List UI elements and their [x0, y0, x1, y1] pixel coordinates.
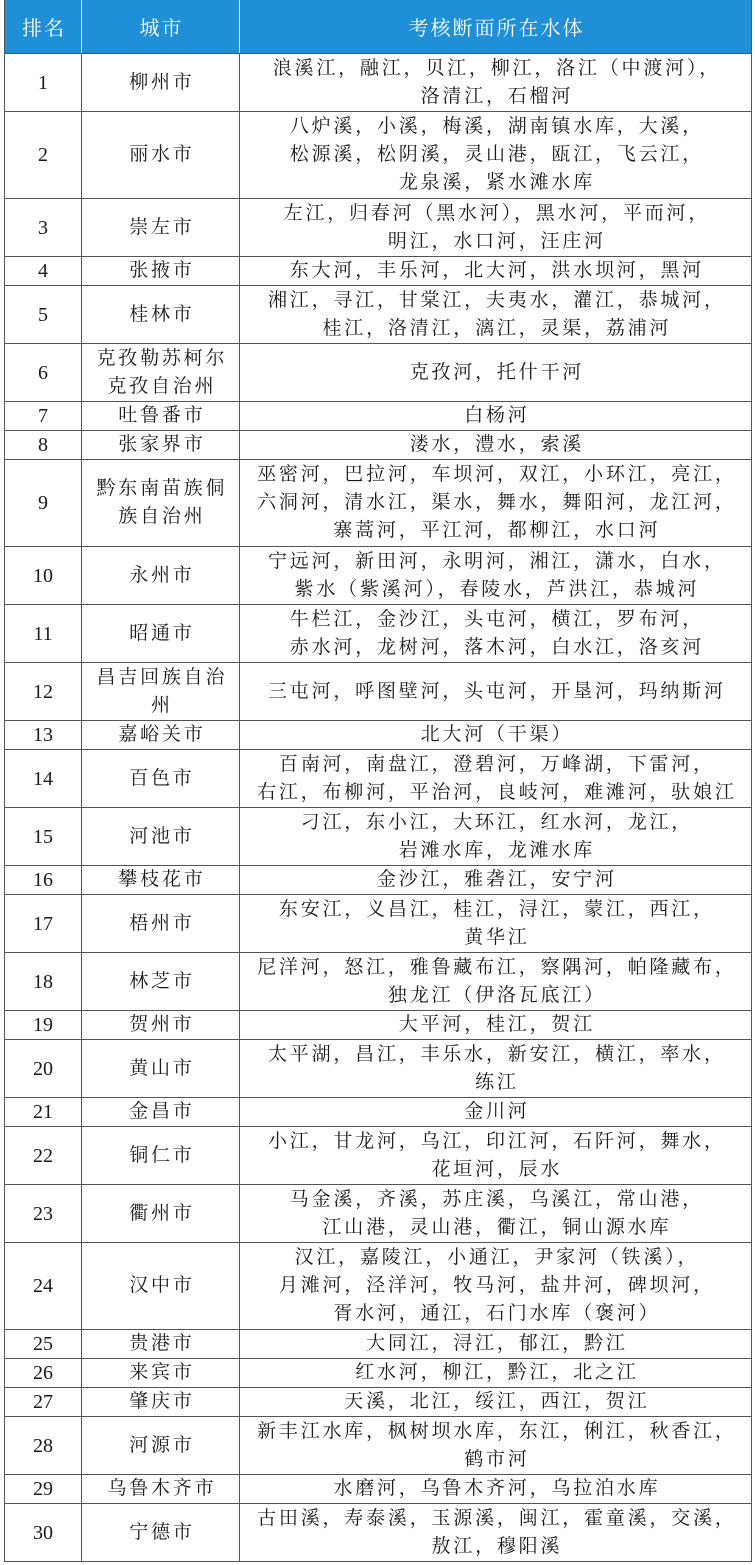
city-name-line: 河源市: [129, 1434, 195, 1456]
rank-cell: [5, 663, 82, 720]
rank-number: 23: [33, 1202, 53, 1225]
water-bodies-cell: [240, 1359, 751, 1387]
water-bodies-line: 北大河（干渠）: [420, 724, 574, 745]
water-bodies-line: 马金溪，齐溪，苏庄溪，乌溪江，常山港，: [289, 1188, 704, 1210]
table-row: [5, 344, 751, 402]
ranking-table: [4, 0, 752, 1562]
water-bodies-line: 刁江，东小江，大环江，红水河，龙江，: [300, 811, 694, 833]
water-bodies-cell: [240, 460, 751, 546]
table-row: [5, 54, 751, 112]
city-name-line: 昌吉回族自治: [96, 666, 228, 688]
water-bodies-line: 独龙江（伊洛瓦底江）: [387, 984, 606, 1006]
rank-cell: [5, 431, 82, 459]
rank-number: 26: [33, 1362, 53, 1384]
rank-number: 18: [33, 970, 53, 993]
rank-number: 2: [38, 144, 48, 166]
rank-cell: [5, 1040, 82, 1097]
city-name-line: 克孜勒苏柯尔: [96, 347, 228, 369]
water-bodies-line: 大同江，浔江，郁江，黔江: [366, 1333, 628, 1354]
table-row: [5, 1098, 751, 1127]
rank-cell: [5, 1417, 82, 1474]
table-row: [5, 257, 751, 286]
water-bodies-cell: [240, 431, 751, 459]
rank-number: 7: [38, 405, 48, 427]
water-bodies-cell: [240, 257, 751, 285]
rank-number: 17: [33, 912, 53, 935]
rank-cell: [5, 1098, 82, 1126]
city-cell: [82, 866, 240, 894]
city-name-line: 梧州市: [129, 912, 195, 934]
rank-number: 9: [38, 492, 48, 514]
city-cell: [82, 1330, 240, 1358]
rank-cell: [5, 344, 82, 401]
city-cell: [82, 54, 240, 111]
rank-cell: [5, 286, 82, 343]
city-cell: [82, 895, 240, 952]
city-cell: [82, 750, 240, 807]
water-bodies-cell: [240, 1011, 751, 1039]
water-bodies-line: 八炉溪，小溪，梅溪，湖南镇水库，大溪，: [289, 116, 704, 137]
rank-cell: [5, 257, 82, 285]
water-bodies-line: 紫水（紫溪河），春陵水，芦洪江，恭城河: [294, 578, 700, 600]
water-bodies-cell: [240, 605, 751, 662]
table-row: [5, 808, 751, 866]
rank-cell: [5, 1127, 82, 1184]
city-cell: [82, 460, 240, 546]
table-header-row: [5, 0, 751, 54]
water-bodies-cell: [240, 895, 751, 952]
rank-number: 25: [33, 1333, 53, 1355]
city-name-line: 克孜自治州: [107, 375, 217, 397]
header-water-bodies: 考核断面所在水体: [408, 18, 585, 40]
city-name-line: 嘉峪关市: [118, 724, 206, 745]
rank-cell: [5, 1359, 82, 1387]
city-cell: [82, 431, 240, 459]
rank-cell: [5, 953, 82, 1010]
city-name-line: 州: [150, 694, 173, 716]
water-bodies-line: 湘江，寻江，甘棠江，夫夷水，灌江，恭城河，: [267, 289, 726, 311]
water-bodies-line: 红水河，柳江，黔江，北之江: [355, 1362, 639, 1383]
table-row: [5, 1185, 751, 1243]
rank-number: 14: [33, 767, 53, 790]
rank-cell: [5, 112, 82, 198]
city-name-line: 吐鲁番市: [118, 405, 206, 426]
city-cell: [82, 1098, 240, 1126]
city-cell: [82, 286, 240, 343]
city-cell: [82, 199, 240, 256]
city-name-line: 铜仁市: [129, 1144, 195, 1166]
water-bodies-line: 百南河，南盘江，澄碧河，万峰湖，下雷河，: [278, 753, 715, 775]
water-bodies-cell: [240, 1185, 751, 1242]
water-bodies-cell: [240, 344, 751, 401]
header-city: 城市: [82, 0, 240, 53]
water-bodies-cell: [240, 1330, 751, 1358]
table-body: [5, 54, 751, 1562]
water-bodies-line: 新丰江水库，枫树坝水库，东江，俐江，秋香江，: [257, 1420, 737, 1442]
water-bodies-line: 六洞河，清水江，渠水，舞水，舞阳河，龙江河，: [257, 492, 737, 513]
rank-number: 30: [33, 1521, 53, 1544]
table-row: [5, 663, 751, 721]
water-bodies-line: 古田溪，寿泰溪，玉源溪，闽江，霍童溪，交溪，: [257, 1507, 737, 1529]
city-cell: [82, 1127, 240, 1184]
water-bodies-cell: [240, 199, 751, 256]
city-cell: [82, 1475, 240, 1503]
rank-number: 27: [33, 1391, 53, 1413]
table-row: [5, 1040, 751, 1098]
water-bodies-line: 洛清江，石榴河: [420, 85, 574, 107]
table-row: [5, 605, 751, 663]
water-bodies-line: 明江，水口河，汪庄河: [387, 230, 606, 252]
water-bodies-line: 尼洋河，怒江，雅鲁藏布江，察隅河，帕隆藏布，: [257, 956, 737, 978]
water-bodies-line: 练江: [475, 1071, 519, 1093]
rank-number: 29: [33, 1478, 53, 1500]
table-row: [5, 1243, 751, 1330]
water-bodies-line: 龙泉溪，紧水滩水库: [398, 172, 595, 193]
water-bodies-line: 花垣河，辰水: [431, 1158, 563, 1180]
water-bodies-line: 溇水，澧水，索溪: [409, 434, 585, 455]
rank-cell: [5, 750, 82, 807]
rank-number: 24: [33, 1275, 53, 1297]
rank-number: 8: [38, 434, 48, 456]
water-bodies-line: 寨蒿河，平江河，都柳江，水口河: [333, 520, 661, 541]
water-bodies-cell: [240, 54, 751, 111]
table-row: [5, 1504, 751, 1562]
rank-cell: [5, 866, 82, 894]
table-row: [5, 953, 751, 1011]
header-rank: 排名: [5, 0, 82, 53]
water-bodies-cell: [240, 112, 751, 198]
rank-cell: [5, 1504, 82, 1561]
rank-number: 10: [33, 564, 53, 587]
rank-cell: [5, 199, 82, 256]
city-cell: [82, 1040, 240, 1097]
rank-number: 4: [38, 260, 48, 282]
water-bodies-cell: [240, 721, 751, 749]
table-row: [5, 431, 751, 460]
water-bodies-line: 岩滩水库，龙滩水库: [398, 839, 595, 861]
city-name-line: 宁德市: [129, 1521, 195, 1543]
city-cell: [82, 1417, 240, 1474]
water-bodies-cell: [240, 663, 751, 720]
table-row: [5, 1388, 751, 1417]
water-bodies-line: 汉江，嘉陵江，小通江，尹家河（铁溪），: [294, 1247, 700, 1268]
rank-number: 13: [33, 724, 53, 746]
table-row: [5, 460, 751, 547]
city-name-line: 桂林市: [129, 303, 195, 325]
water-bodies-cell: [240, 953, 751, 1010]
water-bodies-line: 左江，归春河（黑水河），黑水河，平而河，: [283, 202, 711, 224]
water-bodies-line: 敖江，穆阳溪: [431, 1535, 563, 1557]
water-bodies-line: 白杨河: [464, 405, 530, 426]
water-bodies-cell: [240, 286, 751, 343]
city-name-line: 攀枝花市: [118, 869, 206, 890]
city-cell: [82, 547, 240, 604]
table-row: [5, 1417, 751, 1475]
city-cell: [82, 1011, 240, 1039]
rank-cell: [5, 808, 82, 865]
water-bodies-cell: [240, 750, 751, 807]
rank-number: 22: [33, 1144, 53, 1167]
water-bodies-line: 桂江，洛清江，漓江，灵渠，荔浦河: [322, 317, 672, 339]
water-bodies-cell: [240, 1504, 751, 1561]
rank-number: 6: [38, 361, 48, 384]
water-bodies-line: 月滩河，泾洋河，牧马河，盐井河，碑坝河，: [278, 1275, 715, 1296]
rank-number: 19: [33, 1014, 53, 1036]
rank-number: 1: [38, 71, 48, 94]
rank-number: 15: [33, 825, 53, 848]
rank-cell: [5, 1388, 82, 1416]
city-name-line: 乌鲁木齐市: [107, 1478, 217, 1499]
table-row: [5, 112, 751, 199]
table-row: [5, 721, 751, 750]
city-name-line: 肇庆市: [129, 1391, 195, 1412]
table-row: [5, 402, 751, 431]
rank-number: 21: [33, 1101, 53, 1123]
water-bodies-line: 东安江，义昌江，桂江，浔江，蒙江，西江，: [278, 898, 715, 920]
rank-cell: [5, 547, 82, 604]
water-bodies-line: 克孜河，托什干河: [409, 361, 585, 383]
table-row: [5, 750, 751, 808]
rank-number: 11: [33, 622, 53, 645]
rank-number: 3: [38, 216, 48, 239]
city-cell: [82, 1504, 240, 1561]
water-bodies-line: 小江，甘龙河，乌江，印江河，石阡河，舞水，: [267, 1130, 726, 1152]
table-row: [5, 895, 751, 953]
city-name-line: 黄山市: [129, 1057, 195, 1079]
table-row: [5, 286, 751, 344]
rank-cell: [5, 1475, 82, 1503]
table-row: [5, 1359, 751, 1388]
water-bodies-line: 大平河，桂江，贺江: [398, 1014, 595, 1035]
city-cell: [82, 1388, 240, 1416]
city-name-line: 张家界市: [118, 434, 206, 455]
water-bodies-line: 巫密河，巴拉河，车坝河，双江，小环江，亮江，: [257, 464, 737, 485]
rank-cell: [5, 605, 82, 662]
water-bodies-cell: [240, 1127, 751, 1184]
water-bodies-cell: [240, 1040, 751, 1097]
city-name-line: 丽水市: [129, 144, 195, 165]
city-name-line: 贺州市: [129, 1014, 195, 1035]
city-name-line: 族自治州: [118, 506, 206, 527]
water-bodies-cell: [240, 1388, 751, 1416]
rank-number: 20: [33, 1057, 53, 1080]
city-cell: [82, 402, 240, 430]
city-cell: [82, 808, 240, 865]
rank-cell: [5, 460, 82, 546]
rank-cell: [5, 54, 82, 111]
water-bodies-line: 赤水河，龙树河，落木河，白水江，洛亥河: [289, 636, 704, 658]
rank-cell: [5, 1330, 82, 1358]
city-cell: [82, 953, 240, 1010]
city-cell: [82, 344, 240, 401]
city-name-line: 黔东南苗族侗: [96, 478, 228, 499]
table-row: [5, 547, 751, 605]
water-bodies-line: 宁远河，新田河，永明河，湘江，潇水，白水，: [267, 550, 726, 572]
city-cell: [82, 1243, 240, 1329]
city-name-line: 林芝市: [129, 970, 195, 992]
city-cell: [82, 1359, 240, 1387]
water-bodies-line: 松源溪，松阴溪，灵山港，瓯江，飞云江，: [289, 144, 704, 165]
rank-cell: [5, 1185, 82, 1242]
table-row: [5, 1011, 751, 1040]
water-bodies-line: 太平湖，昌江，丰乐水，新安江，横江，率水，: [267, 1043, 726, 1065]
water-bodies-line: 金沙江，雅砻江，安宁河: [376, 869, 617, 890]
rank-cell: [5, 721, 82, 749]
water-bodies-cell: [240, 1475, 751, 1503]
table-row: [5, 1330, 751, 1359]
table-row: [5, 866, 751, 895]
water-bodies-line: 鹤市河: [464, 1448, 530, 1470]
city-name-line: 张掖市: [129, 260, 195, 281]
water-bodies-line: 胥水河，通江，石门水库（褒河）: [333, 1303, 661, 1324]
water-bodies-line: 浪溪江，融江，贝江，柳江，洛江（中渡河），: [272, 57, 722, 79]
city-name-line: 金昌市: [129, 1101, 195, 1122]
rank-number: 16: [33, 869, 53, 891]
water-bodies-cell: [240, 547, 751, 604]
city-name-line: 崇左市: [129, 216, 195, 238]
water-bodies-line: 东大河，丰乐河，北大河，洪水坝河，黑河: [289, 260, 704, 281]
city-name-line: 永州市: [129, 564, 195, 586]
city-name-line: 来宾市: [129, 1362, 195, 1383]
water-bodies-line: 天溪，北江，绥江，西江，贺江: [344, 1391, 650, 1412]
city-name-line: 柳州市: [129, 71, 195, 93]
rank-cell: [5, 895, 82, 952]
city-cell: [82, 721, 240, 749]
city-name-line: 贵港市: [129, 1333, 195, 1354]
water-bodies-line: 三屯河，呼图壁河，头屯河，开垦河，玛纳斯河: [267, 680, 726, 702]
water-bodies-cell: [240, 1243, 751, 1329]
water-bodies-line: 牛栏江，金沙江，头屯河，横江，罗布河，: [289, 608, 704, 630]
water-bodies-line: 黄华江: [464, 926, 530, 948]
water-bodies-cell: [240, 1417, 751, 1474]
water-bodies-cell: [240, 402, 751, 430]
city-cell: [82, 1185, 240, 1242]
rank-cell: [5, 1243, 82, 1329]
water-bodies-cell: [240, 1098, 751, 1126]
water-bodies-cell: [240, 866, 751, 894]
city-name-line: 衢州市: [129, 1202, 195, 1224]
city-cell: [82, 257, 240, 285]
city-cell: [82, 112, 240, 198]
city-cell: [82, 605, 240, 662]
water-bodies-cell: [240, 808, 751, 865]
table-row: [5, 1127, 751, 1185]
city-name-line: 河池市: [129, 825, 195, 847]
city-name-line: 汉中市: [129, 1275, 195, 1296]
table-row: [5, 199, 751, 257]
city-name-line: 百色市: [129, 767, 195, 789]
city-name-line: 昭通市: [129, 622, 195, 644]
water-bodies-line: 右江，布柳河，平治河，良岐河，难滩河，驮娘江: [257, 781, 737, 803]
rank-number: 28: [33, 1434, 53, 1457]
water-bodies-line: 江山港，灵山港，衢江，铜山源水库: [322, 1216, 672, 1238]
rank-cell: [5, 1011, 82, 1039]
table-row: [5, 1475, 751, 1504]
water-bodies-line: 金川河: [464, 1101, 530, 1122]
rank-number: 12: [33, 680, 53, 703]
rank-number: 5: [38, 303, 48, 326]
city-cell: [82, 663, 240, 720]
water-bodies-line: 水磨河，乌鲁木齐河，乌拉泊水库: [333, 1478, 661, 1499]
rank-cell: [5, 402, 82, 430]
